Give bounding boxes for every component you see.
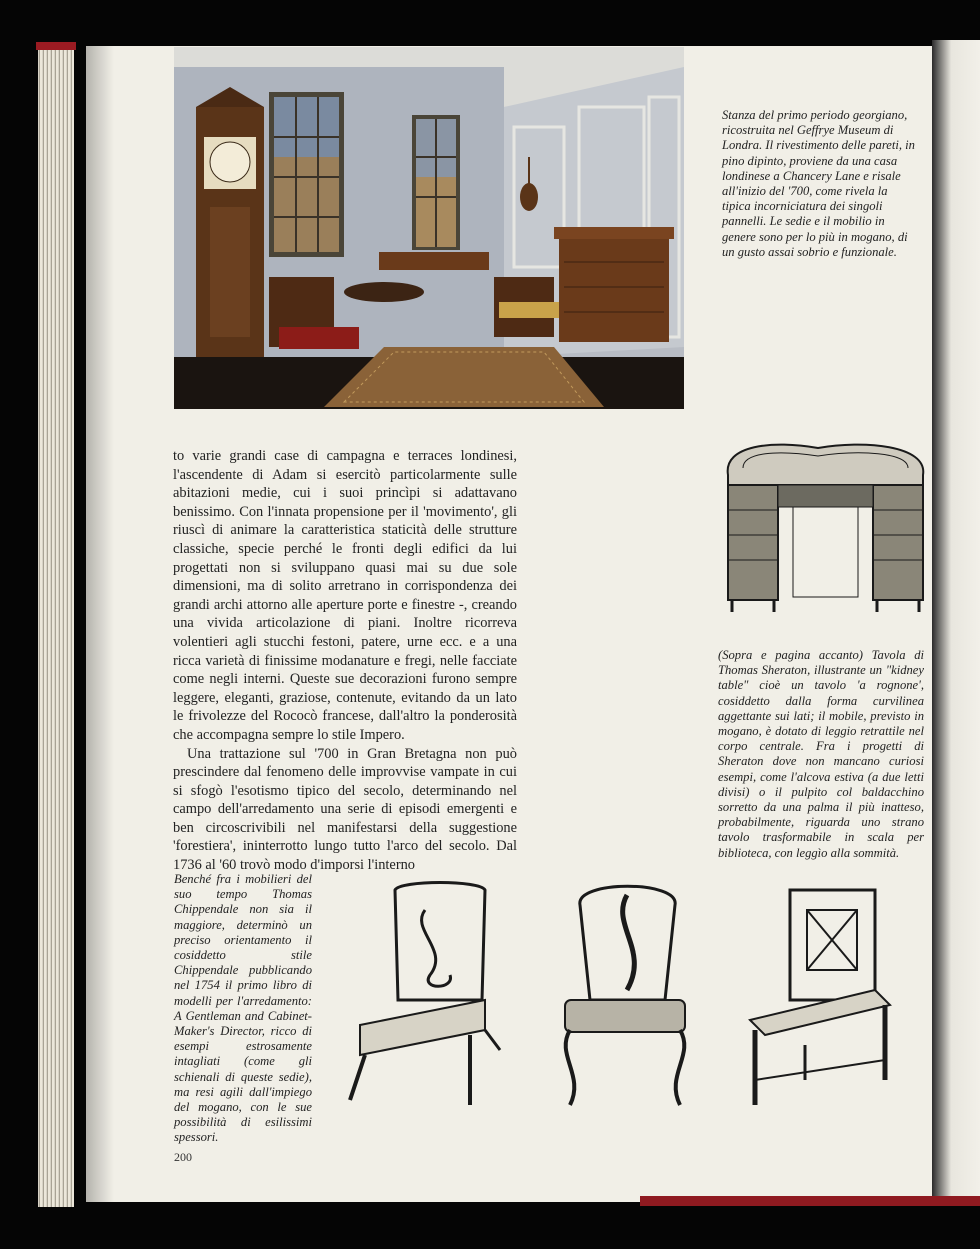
chippendale-chair-2-engraving <box>555 880 700 1115</box>
chippendale-chair-1-engraving <box>340 880 510 1115</box>
photo-caption: Stanza del primo periodo georgiano, ricostruita nel Geffrye Museum di Londra. Il rivestimento delle pareti, in pino dipinto, proviene da una casa londinese a Chancery Lane e risale all'inizio del '700, come rivela la tipica incorniciatura dei singoli pannelli. Le sedie e il mobilio in genere sono per lo più in mogano, di un gusto assai sobrio e funzionale. <box>722 108 915 259</box>
book-page-edges <box>38 42 74 1207</box>
page-gutter-shadow <box>86 46 114 1202</box>
facing-page-edge <box>932 40 980 1205</box>
kidney-table-engraving <box>718 440 933 618</box>
desk-caption: (Sopra e pagina accanto) Tavola di Thomas Sheraton, illustrante un "kidney table" cioè un tavolo 'a rognone', cosiddetto dalla forma curvilinea aggettante sui lati; il mobile, previsto in mogano, è dotato di leggio retrattile nel corpo centrale. Fra i progetti di Sheraton dove non mancano curiosi esempi, come l'alcova estiva (a due letti divisi) o il pulpito col baldacchino sorretto da una palma il più inatteso, probabilmente, riguarda uno strano tavolo trasformabile in scala per biblioteca, con leggìo alla sommità. <box>718 648 924 860</box>
book-cover-edge <box>36 42 76 50</box>
article-body <box>173 447 517 875</box>
chippendale-chair-3-engraving <box>745 880 895 1115</box>
body-paragraph: Una trattazione sul '700 in Gran Bretagna non può prescindere dal fenomeno delle improvvise vampate in cui si sfogò l'esotismo tipico del secolo, determinando nel campo dell'arredamento una serie di episodi emergenti e ben circoscrivibili nel manifestarsi della suggestione 'forestiera', ininterrotto lungo tutto l'arco del secolo. Dal 1736 al '60 trovò modo d'imporsi l'interno <box>173 745 517 874</box>
book-cover-bottom-edge <box>640 1196 980 1206</box>
georgian-room-photo <box>174 47 684 409</box>
page-number: 200 <box>174 1150 192 1164</box>
body-paragraph: to varie grandi case di campagna e terraces londinesi, l'ascendente di Adam si esercitò particolarmente sulle abitazioni medie, cui i suoi princìpi si adattavano benissimo. Con l'innata propensione per il 'movimento', gli riuscì di animare la caratteristica staticità delle strutture classiche, specie perché le fronti degli edifici da lui progettati non si sviluppano quasi mai su due sole dimensioni, ma di solito arretrano in corrispondenza dei grandi archi attorno alle aperture porte e finestre -, creando una vivida articolazione di piani. Inoltre ricorreva volentieri agli stucchi festoni, patere, urne ecc. e a una ricca varietà di finissime modanature e fregi, nelle facciate come negli interni. Queste sue decorazioni furono sempre leggere, eleganti, graziose, contenute, evitando da un lato le frivolezze del Rococò francese, dall'altro la ponderosità che accompagna sempre lo stile Impero. <box>173 448 517 743</box>
chairs-caption: Benché fra i mobilieri del suo tempo Thomas Chippendale non sia il maggiore, determinò un preciso orientamento il cosiddetto stile Chippendale pubblicando nel 1754 il primo libro di modelli per l'arredamento: A Gentleman and Cabinet-Maker's Director, ricco di esempi estrosamente intagliati (come gli schienali di queste sedie), ma resi agili dall'impiego del mogano, con le sue possibilità di esilissimi spessori. <box>174 872 312 1145</box>
